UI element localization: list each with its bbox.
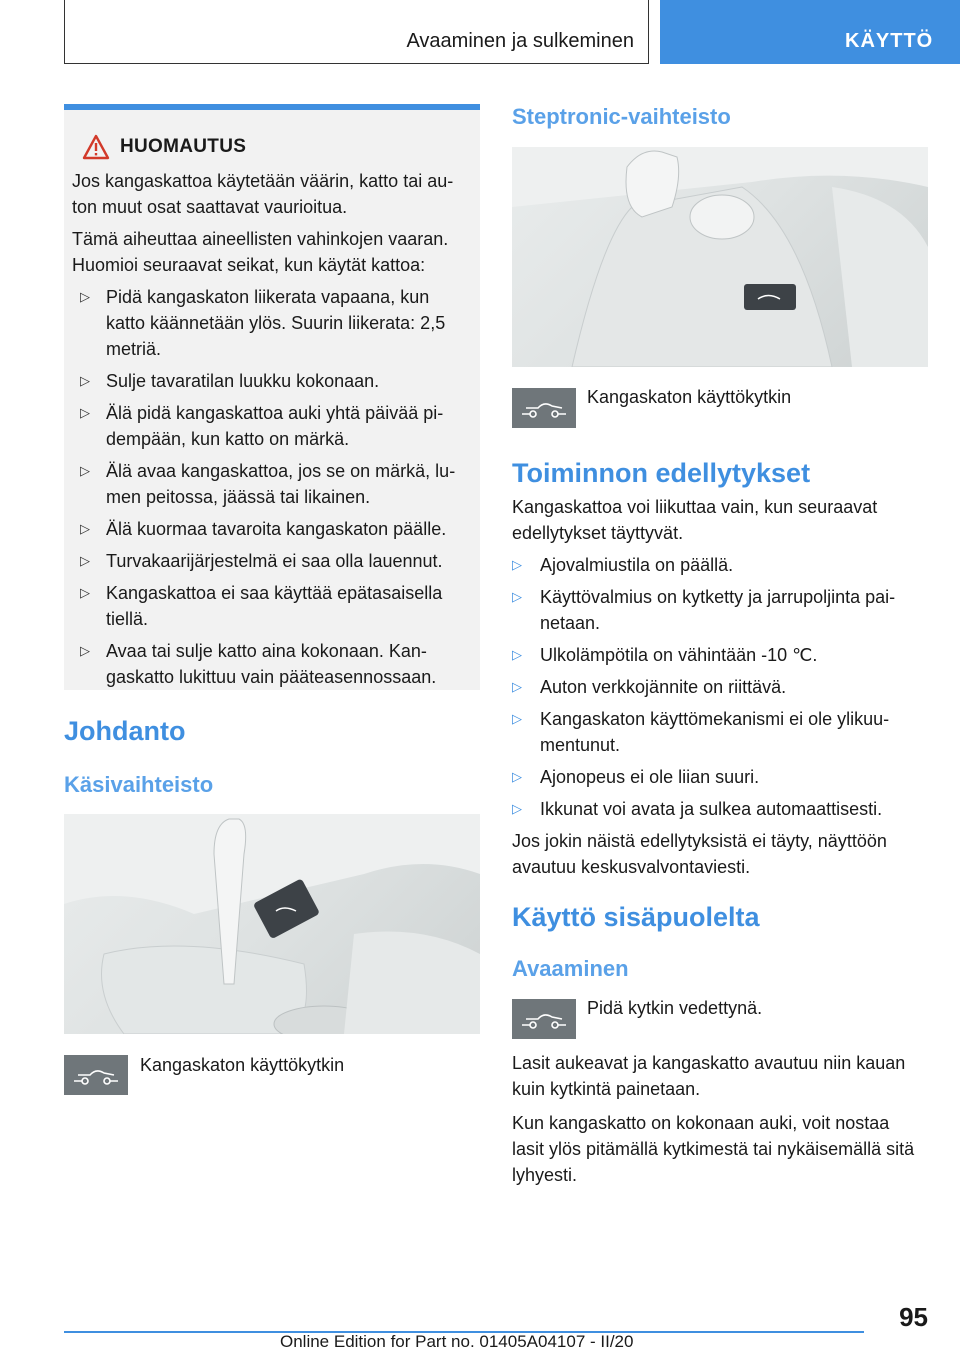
- triangle-right-icon: ▷: [80, 463, 90, 478]
- triangle-right-icon: ▷: [512, 801, 522, 816]
- steptronic-photo-caption: Kangaskaton käyttökytkin: [587, 387, 792, 407]
- note-title-row: [82, 132, 470, 162]
- conditions-outro: Jos jokin näistä edellytyksistä ei täyty, näyttöön avautuu keskusvalvontaviesti.: [512, 831, 887, 877]
- heading-steptronic: Steptronic-vaihteisto: [512, 104, 731, 129]
- manual-photo-caption: Kangaskaton käyttökytkin: [140, 1055, 345, 1075]
- convertible-roof-icon: [512, 999, 576, 1039]
- triangle-right-icon: ▷: [80, 521, 90, 536]
- triangle-right-icon: ▷: [80, 373, 90, 388]
- triangle-right-icon: ▷: [80, 405, 90, 420]
- list-item: ▷ Turvakaarijärjestelmä ei saa olla lauennut.: [72, 548, 470, 574]
- opening-paragraph: Kun kangaskatto on kokonaan auki, voit nostaa lasit ylös pitämällä kytkimestä tai nykäisemällä sitä lyhyesti.: [512, 1113, 915, 1185]
- manual-gearbox-photo: [64, 814, 480, 1034]
- triangle-right-icon: ▷: [512, 589, 522, 604]
- conditions-section: [512, 494, 926, 880]
- heading-inside-operation: Käyttö sisäpuolelta: [512, 902, 760, 932]
- conditions-intro: Kangaskattoa voi liikuttaa vain, kun seuraavat edellytykset täyttyvät.: [512, 497, 878, 543]
- header-section-title: Avaaminen ja sulkeminen: [406, 30, 634, 52]
- triangle-right-icon: ▷: [80, 643, 90, 658]
- list-item: ▷ Sulje tavaratilan luukku kokonaan.: [72, 368, 470, 394]
- heading-conditions: Toiminnon edellytykset: [512, 458, 811, 488]
- header-section-box: [64, 0, 649, 64]
- list-item: ▷ Ajovalmiustila on päällä.: [512, 552, 926, 578]
- steptronic-photo: [512, 147, 928, 367]
- opening-section: [512, 1050, 926, 1188]
- heading-intro: Johdanto: [64, 716, 186, 746]
- convertible-roof-icon: [512, 388, 576, 428]
- page-number: 95: [899, 1302, 928, 1332]
- triangle-right-icon: ▷: [512, 647, 522, 662]
- heading-manual-gearbox: Käsivaihteisto: [64, 772, 214, 797]
- triangle-right-icon: ▷: [80, 553, 90, 568]
- warning-note-box: [64, 104, 480, 690]
- list-item: ▷ Älä pidä kangaskattoa auki yhtä päivää pi-dempään, kun katto on märkä.: [72, 400, 470, 452]
- convertible-roof-icon: [64, 1055, 128, 1095]
- triangle-right-icon: ▷: [80, 289, 90, 304]
- list-item: ▷ Auton verkkojännite on riittävä.: [512, 674, 926, 700]
- list-item: ▷ Älä kuormaa tavaroita kangaskaton päälle.: [72, 516, 470, 542]
- list-item: ▷ Pidä kangaskaton liikerata vapaana, kun katto käännetään ylös. Suurin liikerata: 2,5 metriä.: [72, 284, 470, 362]
- triangle-right-icon: ▷: [512, 711, 522, 726]
- list-item: ▷ Ikkunat voi avata ja sulkea automaattisesti.: [512, 796, 926, 822]
- header-chapter-tab: KÄYTTÖ: [660, 0, 960, 64]
- note-bullet-list: [72, 284, 470, 690]
- triangle-right-icon: ▷: [512, 679, 522, 694]
- warning-triangle-icon: [82, 134, 110, 160]
- list-item: ▷ Ajonopeus ei ole liian suuri.: [512, 764, 926, 790]
- list-item: ▷ Älä avaa kangaskattoa, jos se on märkä, lu-men peitossa, jäässä tai likainen.: [72, 458, 470, 510]
- footer-edition: Online Edition for Part no. 01405A04107 - II/20: [280, 1332, 634, 1351]
- triangle-right-icon: ▷: [512, 557, 522, 572]
- list-item: ▷ Kangaskattoa ei saa käyttää epätasaisella tiellä.: [72, 580, 470, 632]
- opening-paragraph: Lasit aukeavat ja kangaskatto avautuu niin kauan kuin kytkintä painetaan.: [512, 1053, 906, 1099]
- list-item: ▷ Ulkolämpötila on vähintään -10 ℃.: [512, 642, 926, 668]
- note-paragraph: Tämä aiheuttaa aineellisten vahinkojen vaaran. Huomioi seuraavat seikat, kun käytät kattoa:: [72, 229, 449, 275]
- note-title: HUOMAUTUS: [120, 136, 247, 157]
- list-item: ▷ Avaa tai sulje katto aina kokonaan. Kan-gaskatto lukittuu vain pääteasennossaan.: [72, 638, 470, 690]
- triangle-right-icon: ▷: [512, 769, 522, 784]
- triangle-right-icon: ▷: [80, 585, 90, 600]
- hold-switch-text: Pidä kytkin vedettynä.: [587, 998, 763, 1018]
- list-item: ▷ Kangaskaton käyttömekanismi ei ole ylikuu-mentunut.: [512, 706, 926, 758]
- note-paragraph: Jos kangaskattoa käytetään väärin, katto tai au-ton muut osat saattavat vaurioitua.: [72, 171, 454, 217]
- list-item: ▷ Käyttövalmius on kytketty ja jarrupoljinta pai-netaan.: [512, 584, 926, 636]
- heading-opening: Avaaminen: [512, 956, 629, 981]
- conditions-list: [512, 552, 926, 822]
